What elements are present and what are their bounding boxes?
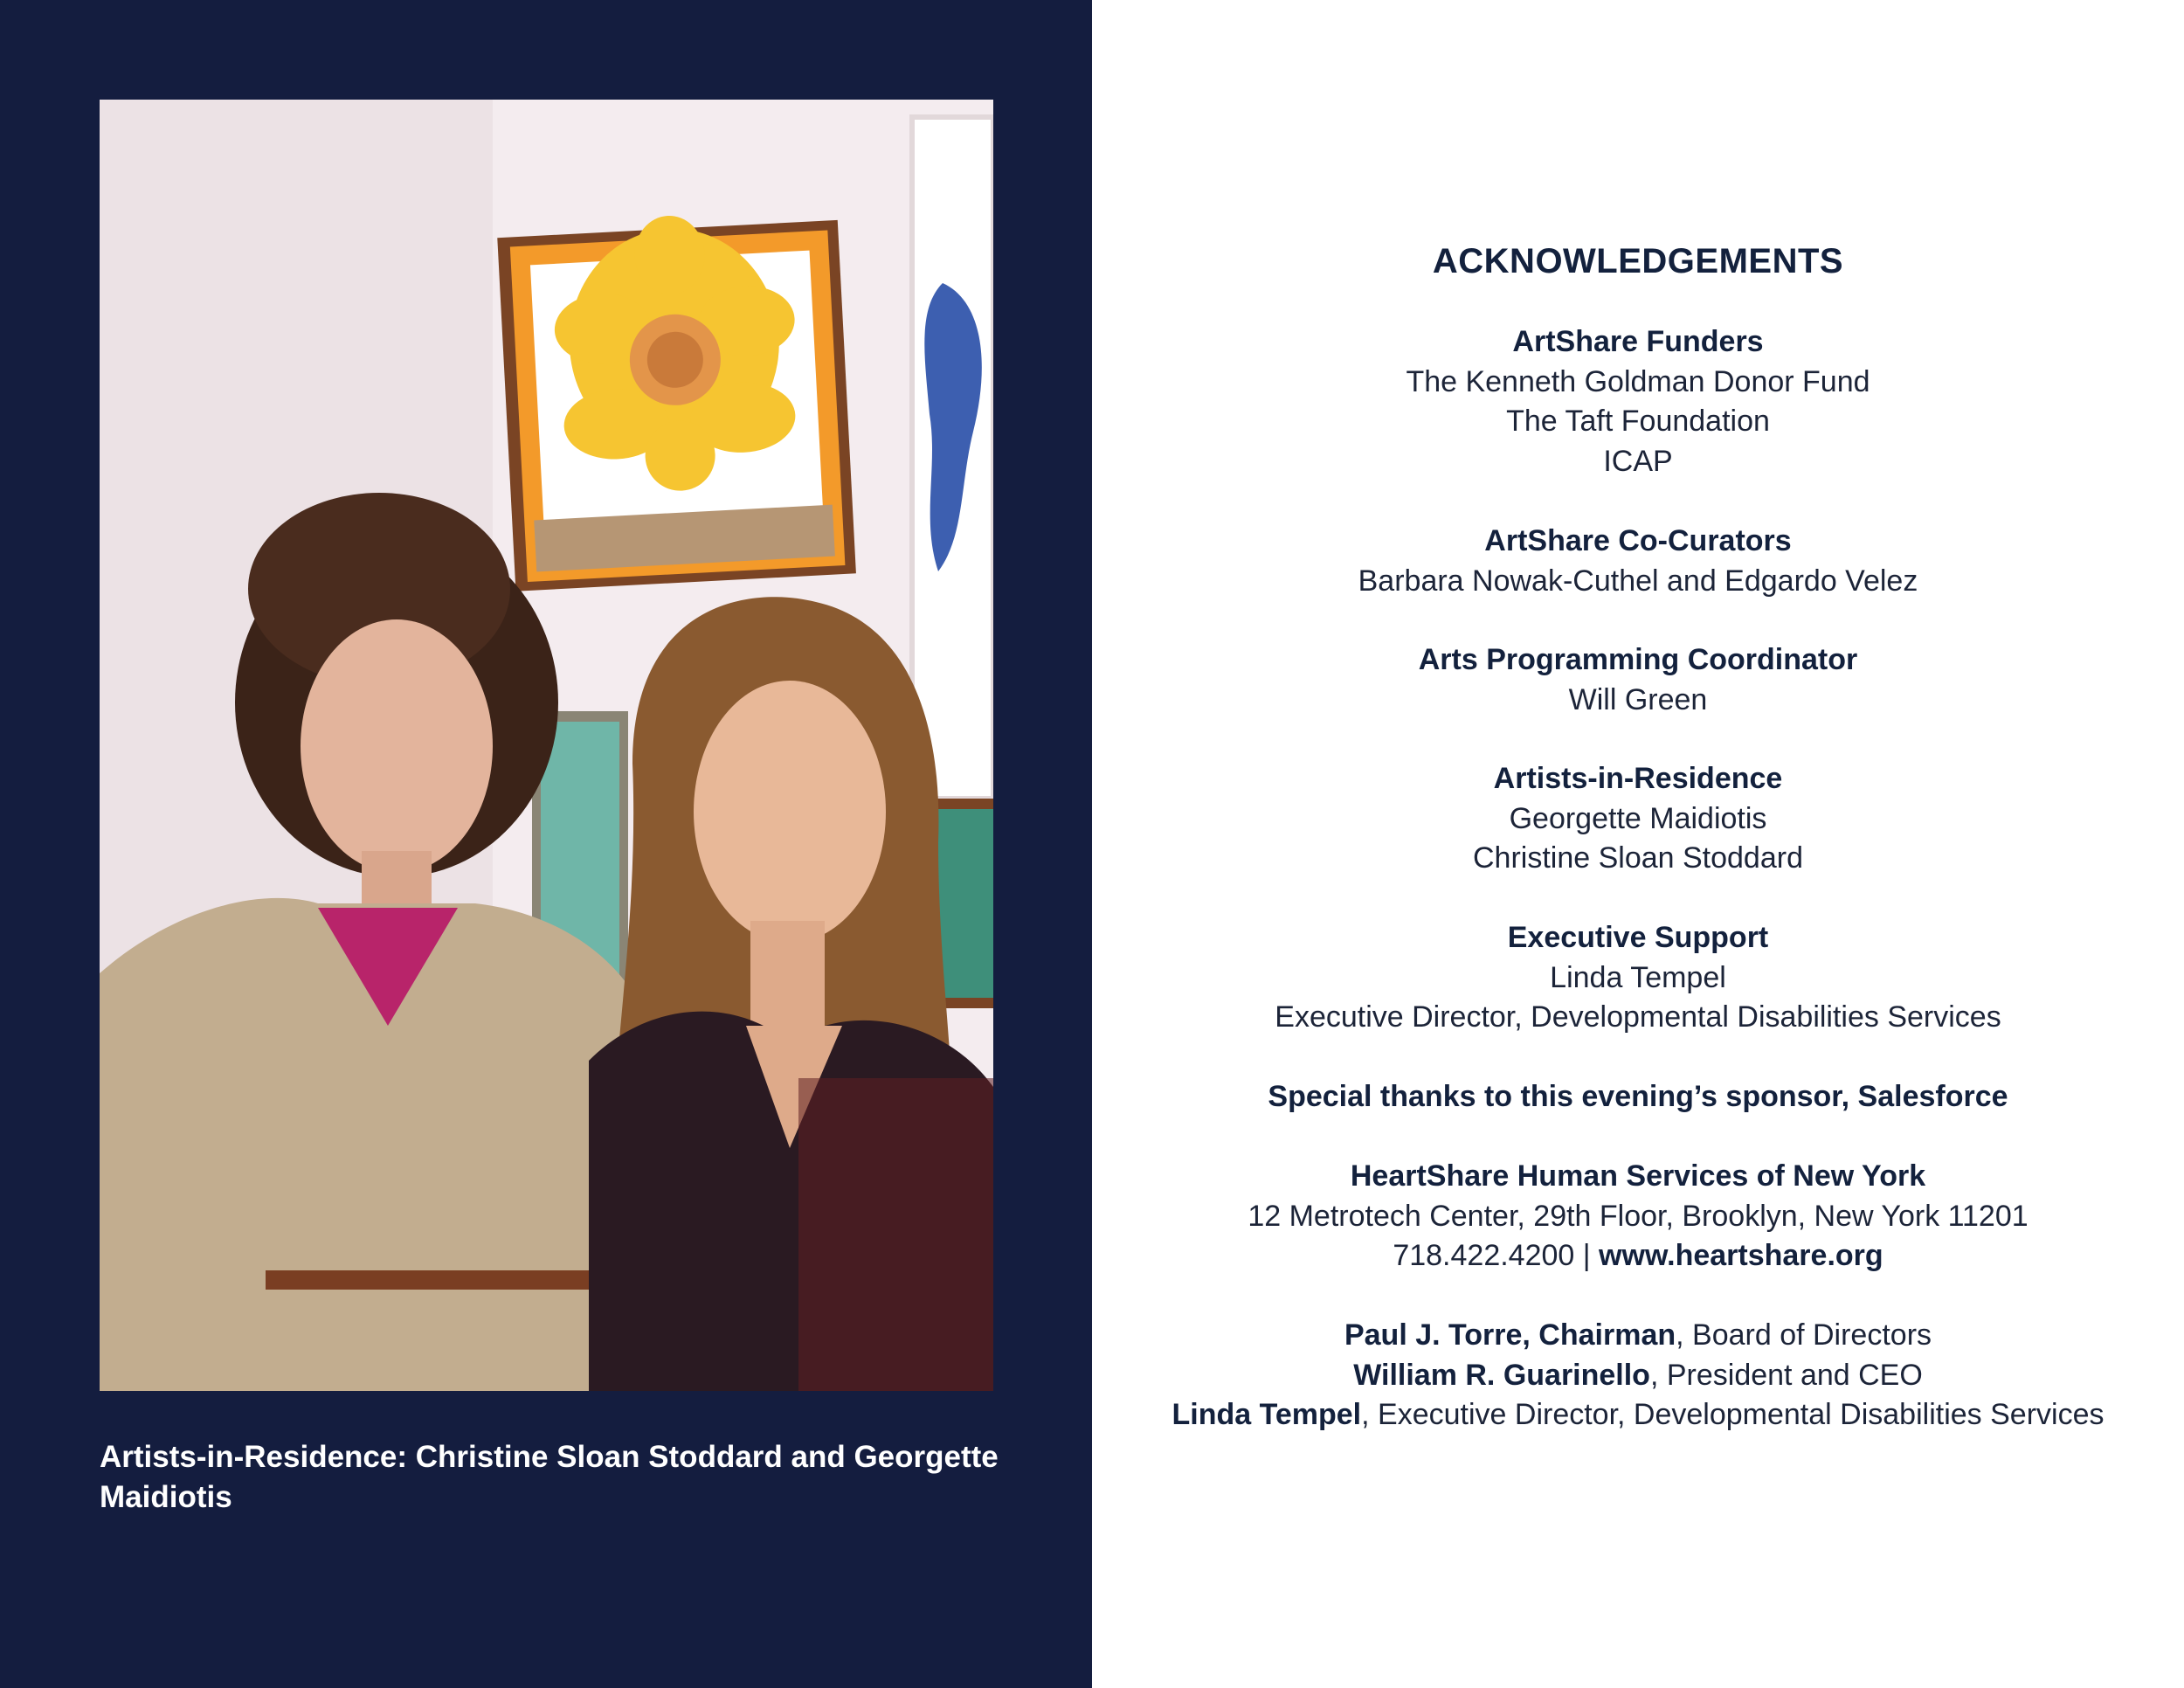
executive-item: Linda Tempel bbox=[1550, 960, 1726, 994]
executive-item: Executive Director, Developmental Disabilities Services bbox=[1275, 1000, 2001, 1034]
artists-photo bbox=[100, 100, 993, 1391]
org-contact bbox=[1092, 1236, 2184, 1276]
coordinator-item: Will Green bbox=[1568, 682, 1708, 716]
leader-name: Paul J. Torre, Chairman bbox=[1344, 1318, 1676, 1352]
acknowledgements-title: ACKNOWLEDGEMENTS bbox=[1432, 242, 1844, 280]
leader-role: , Board of Directors bbox=[1676, 1318, 1932, 1352]
funders-section bbox=[1092, 322, 2184, 481]
sponsor-section bbox=[1092, 1077, 2184, 1117]
leadership-line bbox=[1092, 1356, 2184, 1396]
right-panel bbox=[1092, 0, 2184, 1688]
resident-item: Christine Sloan Stoddard bbox=[1472, 841, 1803, 875]
org-address: 12 Metrotech Center, 29th Floor, Brooklyn, New York 11201 bbox=[1248, 1199, 2028, 1233]
coordinator-section bbox=[1092, 640, 2184, 720]
funder-item: The Kenneth Goldman Donor Fund bbox=[1406, 364, 1870, 398]
photo-icon bbox=[100, 100, 993, 1391]
org-heading: HeartShare Human Services of New York bbox=[1350, 1159, 1926, 1193]
funder-item: ICAP bbox=[1603, 444, 1673, 478]
photo-caption bbox=[100, 1437, 1008, 1518]
curators-section bbox=[1092, 522, 2184, 601]
leader-name: Linda Tempel bbox=[1171, 1398, 1362, 1431]
executive-section bbox=[1092, 918, 2184, 1038]
executive-heading: Executive Support bbox=[1507, 921, 1769, 954]
leadership-section bbox=[1092, 1316, 2184, 1435]
residents-heading: Artists-in-Residence bbox=[1493, 762, 1783, 795]
caption-text: Christine Sloan Stoddard and Georgette Maidiotis bbox=[100, 1440, 999, 1514]
funder-item: The Taft Foundation bbox=[1506, 405, 1770, 438]
residents-section bbox=[1092, 759, 2184, 879]
leadership-line bbox=[1092, 1316, 2184, 1356]
resident-item: Georgette Maidiotis bbox=[1509, 801, 1767, 835]
leadership-line bbox=[1092, 1395, 2184, 1435]
sponsor-thanks: Special thanks to this evening’s sponsor, Salesforce bbox=[1268, 1080, 2008, 1113]
org-section bbox=[1092, 1157, 2184, 1276]
caption-label: Artists-in-Residence: bbox=[100, 1440, 408, 1474]
org-phone: 718.422.4200 | bbox=[1393, 1239, 1600, 1272]
leader-role: , Executive Director, Developmental Disabilities Services bbox=[1361, 1398, 2105, 1431]
leader-role: , President and CEO bbox=[1649, 1358, 1923, 1392]
curator-item: Barbara Nowak-Cuthel and Edgardo Velez bbox=[1358, 564, 1918, 598]
funders-heading: ArtShare Funders bbox=[1512, 325, 1764, 358]
coordinator-heading: Arts Programming Coordinator bbox=[1418, 643, 1858, 676]
org-website-link[interactable]: www.heartshare.org bbox=[1599, 1239, 1883, 1272]
leader-name: William R. Guarinello bbox=[1353, 1358, 1650, 1392]
curators-heading: ArtShare Co-Curators bbox=[1484, 524, 1792, 557]
